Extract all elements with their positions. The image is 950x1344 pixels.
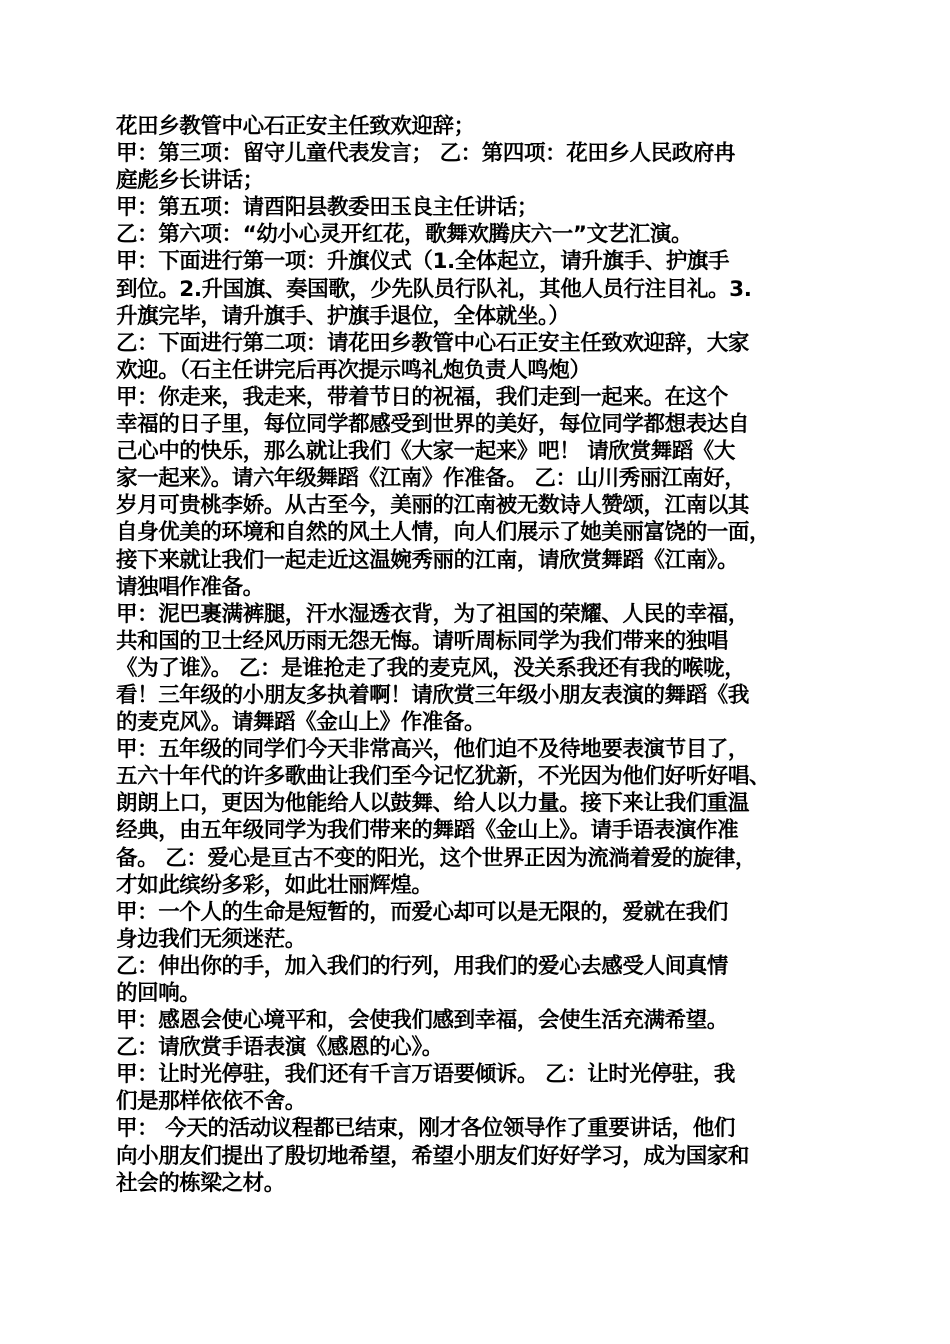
text-line: 甲：你走来，我走来，带着节日的祝福，我们走到一起来。在这个: [116, 384, 728, 410]
text-line: 看！三年级的小朋友多执着啊！请欣赏三年级小朋友表演的舞蹈《我: [116, 682, 750, 708]
text-line: 才如此缤纷多彩，如此壮丽辉煌。: [116, 872, 433, 898]
text-line: 乙：请欣赏手语表演《感恩的心》。: [116, 1035, 443, 1061]
text-line: 的麦克风》。请舞蹈《金山上》作准备。: [116, 710, 486, 736]
text-line: 甲：感恩会使心境平和，会使我们感到幸福，会使生活充满希望。: [116, 1008, 728, 1034]
text-line: 五六十年代的许多歌曲让我们至今记忆犹新，不光因为他们好听好唱、: [116, 764, 771, 790]
text-line: 社会的栋梁之材。: [116, 1170, 285, 1196]
text-line: 自身优美的环境和自然的风土人情，向人们展示了她美丽富饶的一面，: [116, 520, 771, 546]
text-line: 甲：让时光停驻，我们还有千言万语要倾诉。 乙：让时光停驻，我: [116, 1062, 735, 1088]
text-line: 家一起来》。请六年级舞蹈《江南》作准备。 乙：山川秀丽江南好，: [116, 466, 746, 492]
body-text: [116, 113, 851, 1197]
text-line: 备。 乙：爱心是亘古不变的阳光，这个世界正因为流淌着爱的旋律，: [116, 845, 757, 871]
text-line: 共和国的卫士经风历雨无怨无悔。请听周标同学为我们带来的独唱: [116, 628, 728, 654]
text-line: 向小朋友们提出了殷切地希望，希望小朋友们好好学习，成为国家和: [116, 1143, 750, 1169]
text-line: 朗朗上口，更因为他能给人以鼓舞、给人以力量。接下来让我们重温: [116, 791, 750, 817]
text-line: 甲：五年级的同学们今天非常高兴，他们迫不及待地要表演节目了，: [116, 737, 750, 763]
text-line: 请独唱作准备。: [116, 574, 264, 600]
text-line: 乙：下面进行第二项：请花田乡教管中心石正安主任致欢迎辞，大家: [116, 330, 750, 356]
text-line: 接下来就让我们一起走近这温婉秀丽的江南，请欣赏舞蹈《江南》。: [116, 547, 739, 573]
text-line: 欢迎。（石主任讲完后再次提示鸣礼炮负责人鸣炮）: [116, 357, 591, 383]
text-line: 幸福的日子里，每位同学都感受到世界的美好，每位同学都想表达自: [116, 412, 750, 438]
text-line: 乙：第六项：“幼小心灵开红花，歌舞欢腾庆六一”文艺汇演。: [116, 222, 693, 248]
text-line: 乙：伸出你的手，加入我们的行列，用我们的爱心去感受人间真情: [116, 953, 728, 979]
text-line: 经典，由五年级同学为我们带来的舞蹈《金山上》。请手语表演作准: [116, 818, 739, 844]
text-line: 岁月可贵桃李娇。从古至今，美丽的江南被无数诗人赞颂，江南以其: [116, 493, 750, 519]
text-line: 身边我们无须迷茫。: [116, 926, 306, 952]
text-line: 甲：下面进行第一项：升旗仪式（1.全体起立，请升旗手、护旗手: [116, 249, 730, 275]
text-line: 的回响。: [116, 981, 201, 1006]
text-line: 甲：泥巴裹满裤腿，汗水湿透衣背，为了祖国的荣耀、人民的幸福，: [116, 601, 750, 627]
text-line: 甲：第三项：留守儿童代表发言； 乙：第四项：花田乡人民政府冉: [116, 141, 735, 167]
text-line: 《为了谁》。 乙：是谁抢走了我的麦克风，没关系我还有我的喉咙，: [116, 655, 746, 681]
text-line: 到位。2.升国旗、奏国歌，少先队员行队礼，其他人员行注目礼。3.: [116, 276, 752, 302]
text-line: 们是那样依依不舍。: [116, 1089, 306, 1115]
text-line: 己心中的快乐，那么就让我们《大家一起来》吧！ 请欣赏舞蹈《大: [116, 439, 735, 465]
text-line: 甲：第五项：请酉阳县教委田玉良主任讲话；: [116, 195, 539, 221]
text-line: 甲：一个人的生命是短暂的，而爱心却可以是无限的，爱就在我们: [116, 899, 728, 925]
text-line: 花田乡教管中心石正安主任致欢迎辞；: [116, 114, 475, 139]
text-line: 庭彪乡长讲话；: [116, 168, 264, 194]
text-line: 甲： 今天的活动议程都已结束，刚才各位领导作了重要讲话，他们: [116, 1116, 735, 1142]
text-line: 升旗完毕，请升旗手、护旗手退位，全体就坐。）: [116, 303, 570, 329]
